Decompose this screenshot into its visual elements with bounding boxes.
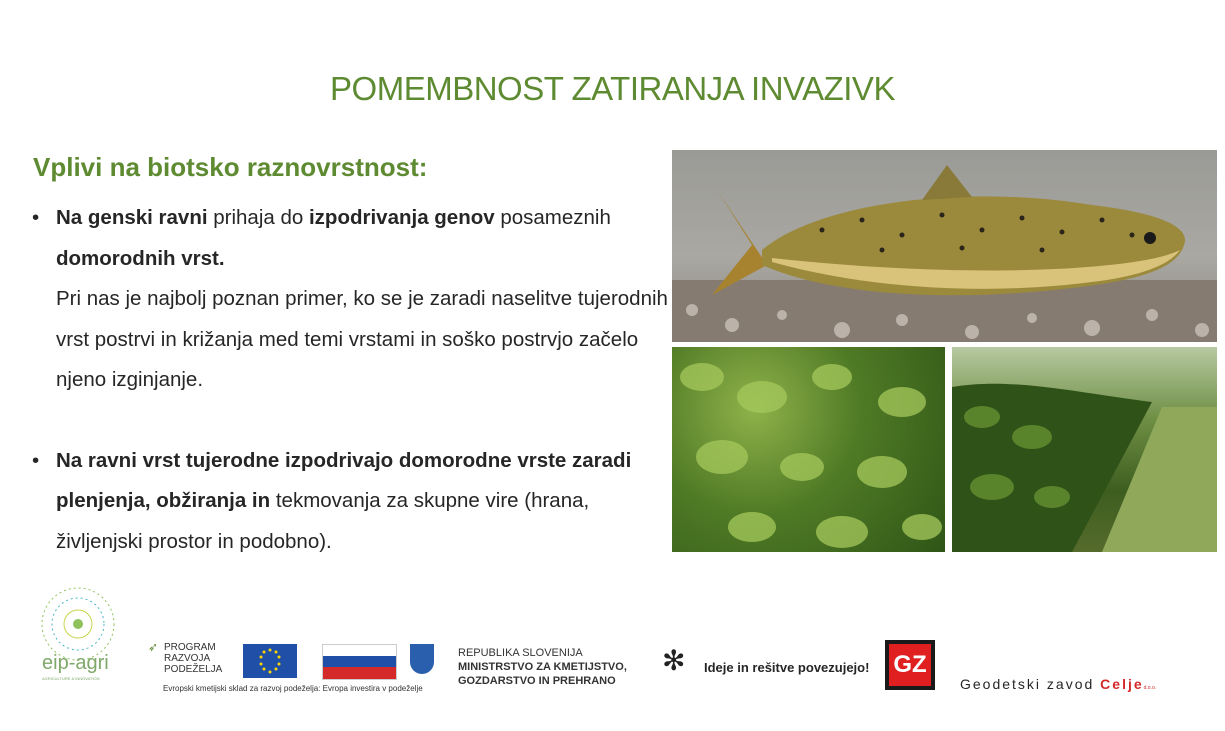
program-line1: PROGRAM: [164, 642, 216, 653]
bullet-text: posameznih: [494, 206, 611, 229]
bullet-genetic: [30, 198, 670, 401]
bullet-bold: izpodrivanja genov: [308, 206, 495, 229]
bullet-dot: •: [32, 206, 40, 229]
program-line3: PODEŽELJA: [164, 664, 223, 675]
slide-title: POMEMBNOST ZATIRANJA INVAZIVK: [330, 70, 895, 107]
knotweed-photo-closeup: [672, 347, 945, 552]
program-razvoja-logo: [148, 638, 223, 675]
bullet-paragraph: Pri nas je najbolj poznan primer, ko se je zaradi naselitve tujerodnih vrst postrvi in križanja med temi vrstami in soško postrvjo začelo njeno izginjanje.: [56, 287, 668, 391]
bullet-species: [30, 441, 670, 563]
leaves-icon: [672, 347, 945, 552]
gz-logo-icon: [885, 640, 935, 690]
ministry-logo: [458, 646, 627, 688]
gz-mark: GZ: [889, 644, 931, 686]
doo-text: d.o.o.: [1143, 685, 1157, 691]
fund-caption: Evropski kmetijski sklad za razvoj podeželja: Evropa investira v podeželje: [163, 684, 423, 693]
bullet-bold: Na ravni vrst tujerodne izpodrivajo domorodne vrste zaradi plenjenja, obžiranja in: [56, 448, 632, 512]
dandelion-icon: ✻: [662, 645, 686, 676]
slovenia-flag-icon: [322, 644, 397, 680]
ministry-line1: REPUBLIKA SLOVENIJA: [458, 647, 583, 659]
bullet-bold: Na genski ravni: [56, 206, 208, 229]
program-line2: RAZVOJA: [164, 653, 211, 664]
eip-agri-logo: [30, 580, 126, 680]
trout-photo: [672, 150, 1217, 342]
ideje-slogan: Ideje in rešitve povezujejo!: [704, 660, 870, 675]
eu-flag-icon: [243, 644, 297, 678]
eip-agri-name: eip-agri: [42, 652, 109, 674]
bullet-text: prihaja do: [207, 206, 309, 229]
slide-subtitle: Vplivi na biotsko raznovrstnost:: [33, 152, 428, 182]
coat-of-arms-icon: [410, 644, 434, 674]
ministry-line2: MINISTRSTVO ZA KMETIJSTVO,: [458, 661, 627, 673]
bullet-text: tekmovanja za skupne vire (hrana, življenjski prostor in podobno).: [56, 489, 590, 553]
geodetski-text: Geodetski zavod: [960, 676, 1101, 692]
geodetski-zavod-logo: [960, 676, 1156, 692]
bullet-list: [30, 198, 670, 562]
bullet-dot: •: [32, 448, 40, 472]
field-icon: [952, 347, 1217, 552]
ministry-line3: GOZDARSTVO IN PREHRANO: [458, 675, 616, 687]
sponsor-logos: [0, 580, 1225, 720]
eip-agri-tagline: AGRICULTURE & INNOVATION: [42, 676, 100, 681]
leaf-icon: ➶: [148, 640, 159, 654]
celje-text: Celje: [1100, 676, 1144, 692]
ideje-logo: [662, 644, 870, 677]
knotweed-photo-field: [952, 347, 1217, 552]
trout-icon: [672, 150, 1217, 342]
bullet-bold: domorodnih vrst.: [56, 246, 225, 270]
